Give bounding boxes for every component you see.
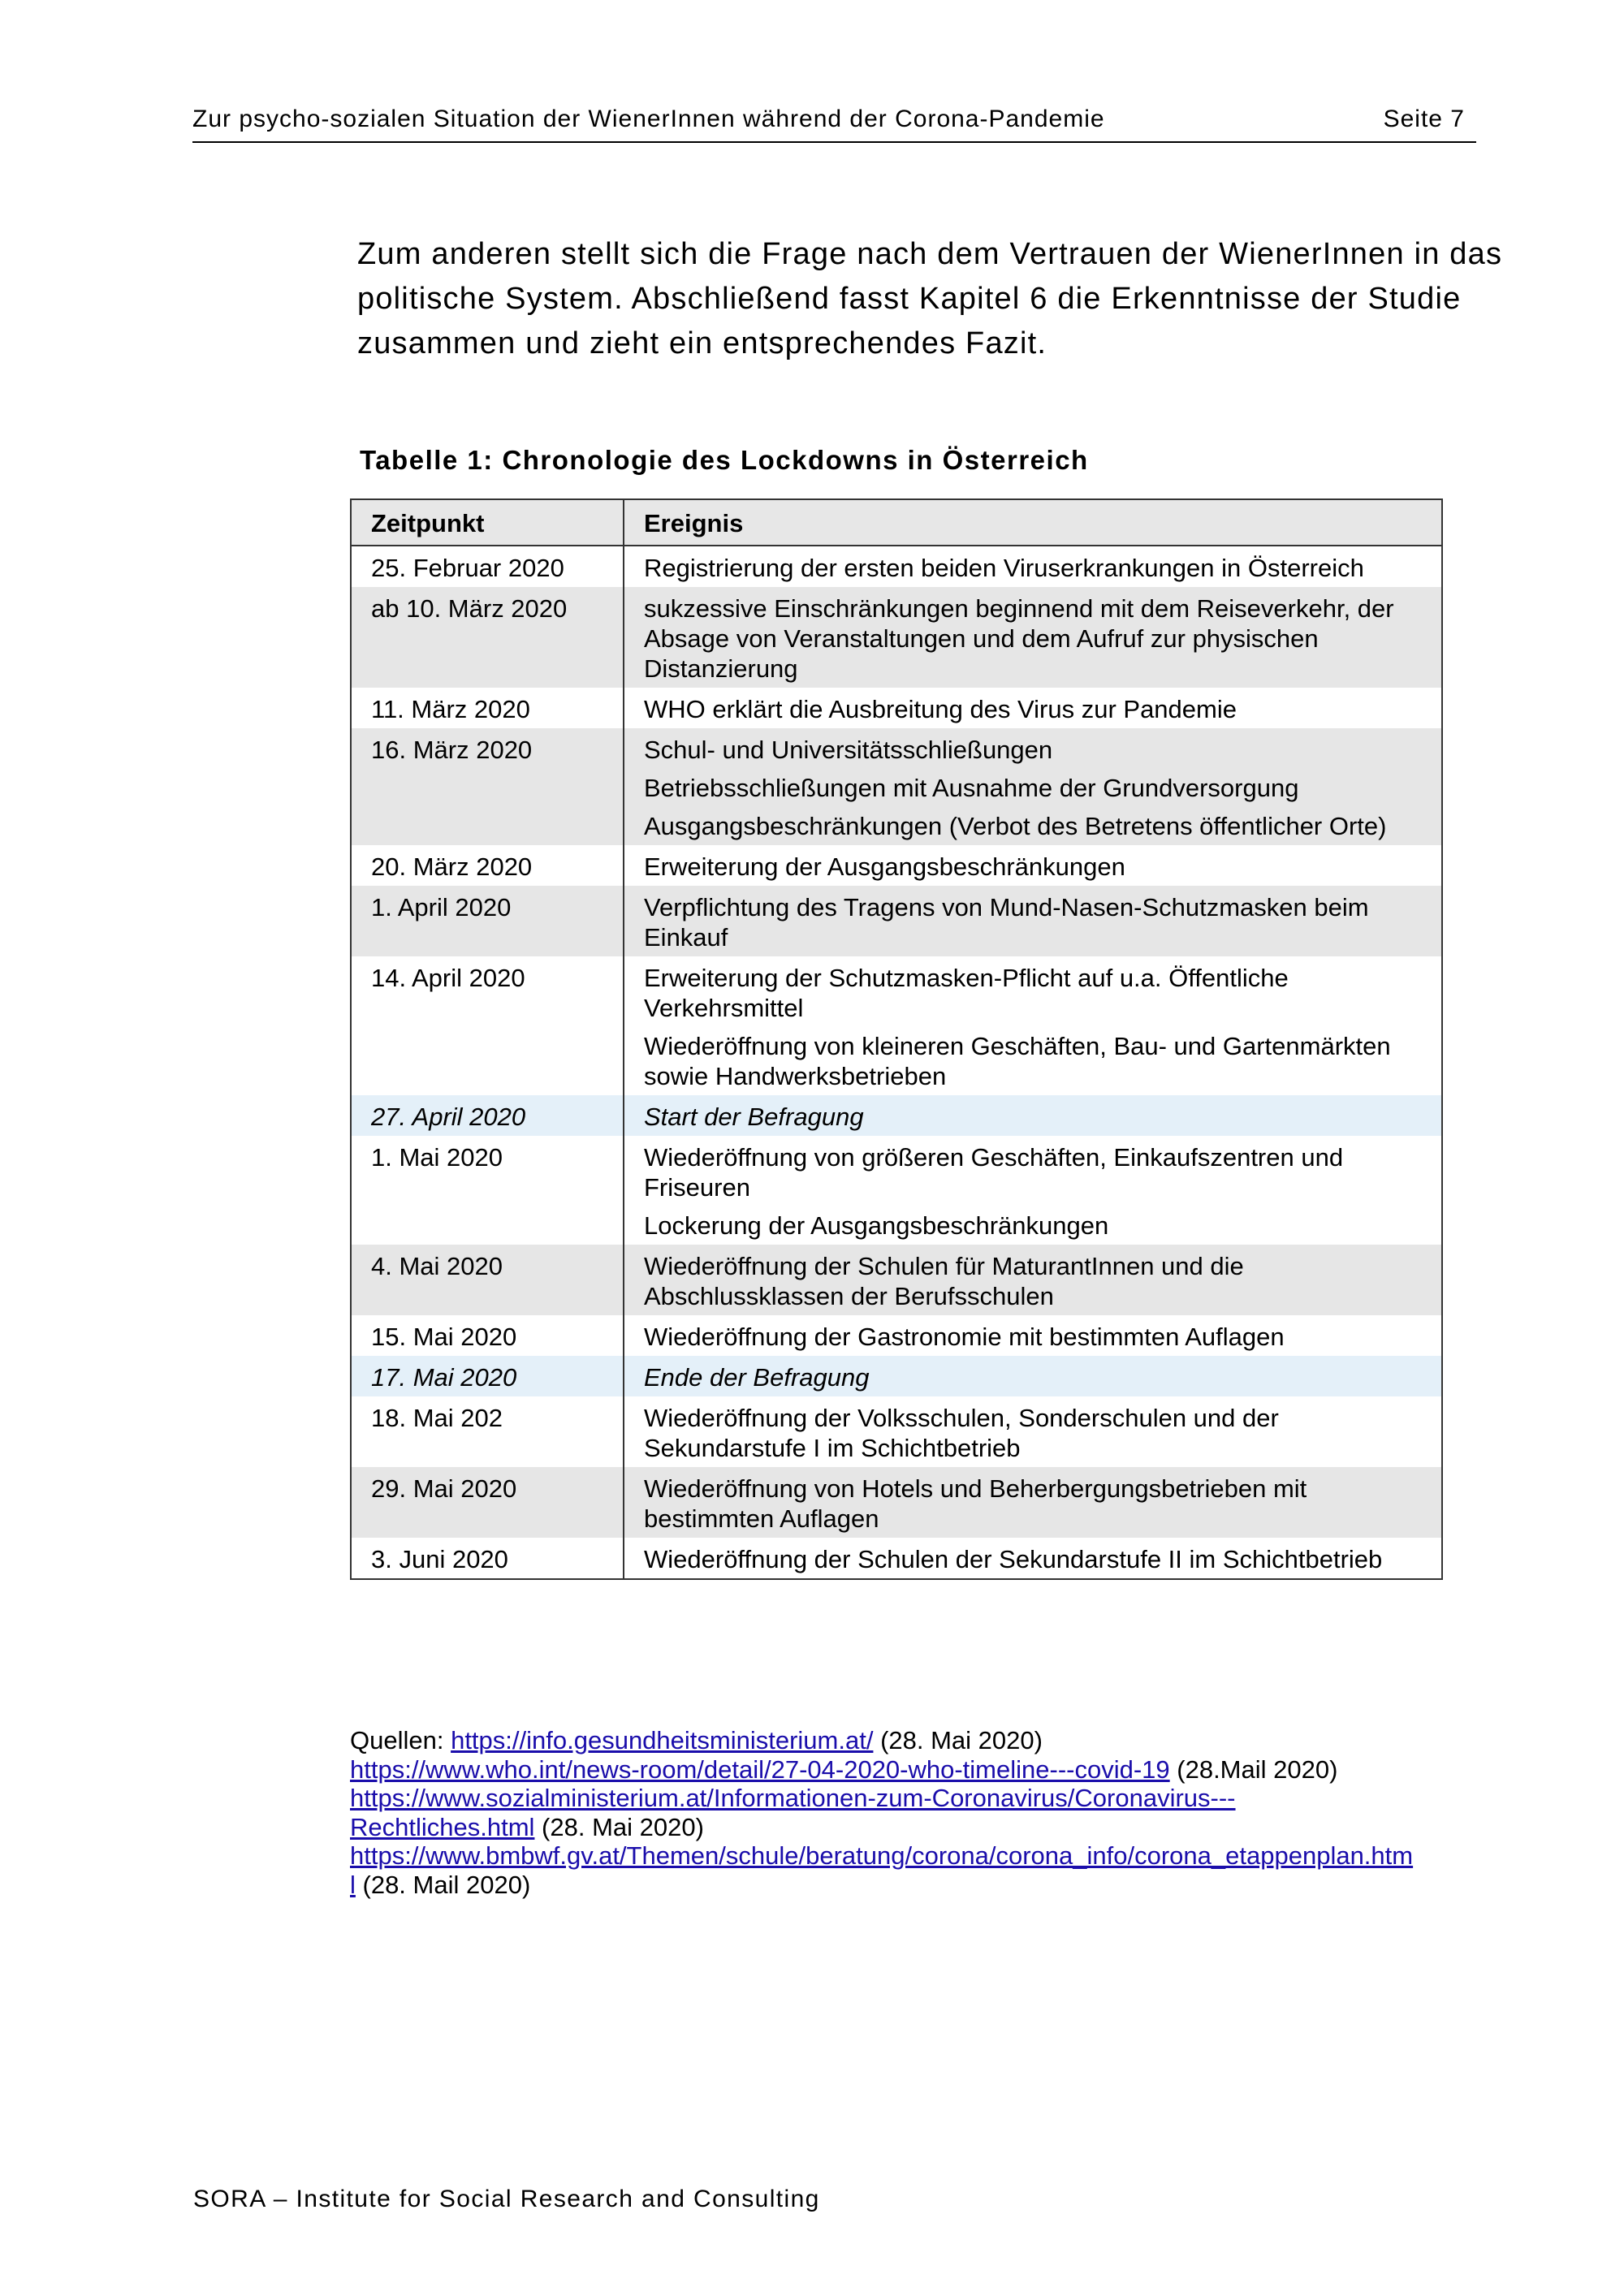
- row-events: [624, 1136, 1442, 1245]
- table-row: [351, 1396, 1442, 1467]
- source-link-sozialministerium-cont[interactable]: Rechtliches.html: [350, 1812, 535, 1841]
- row-events: [624, 1095, 1442, 1136]
- table-row: [351, 587, 1442, 688]
- row-events: [624, 1538, 1442, 1579]
- sources-list: [350, 1726, 1487, 1899]
- event-text: Lockerung der Ausgangsbeschränkungen: [644, 1211, 1109, 1240]
- row-date: 1. Mai 2020: [351, 1136, 624, 1245]
- row-date: 14. April 2020: [351, 956, 624, 1095]
- page-number: Seite 7: [1383, 106, 1465, 132]
- row-date: 20. März 2020: [351, 845, 624, 886]
- table-row: [351, 956, 1442, 1095]
- column-header-event: Ereignis: [624, 499, 1442, 546]
- row-events: [624, 1356, 1442, 1396]
- row-date: 18. Mai 202: [351, 1396, 624, 1467]
- event-text: Erweiterung der Ausgangsbeschränkungen: [644, 852, 1125, 881]
- row-events: [624, 1245, 1442, 1315]
- event-text: Schul- und Universitätsschließungen: [644, 736, 1053, 764]
- intro-line: politische System. Abschließend fasst Kapitel 6 die Erkenntnisse der Studie: [357, 282, 1462, 316]
- row-events: [624, 956, 1442, 1095]
- row-date: 3. Juni 2020: [351, 1538, 624, 1579]
- column-header-date: Zeitpunkt: [351, 499, 624, 546]
- row-date: 25. Februar 2020: [351, 546, 624, 587]
- event-text: Wiederöffnung von größeren Geschäften, Einkaufszentren und Friseuren: [644, 1143, 1344, 1202]
- table-row-survey-start: [351, 1095, 1442, 1136]
- row-date: 1. April 2020: [351, 886, 624, 956]
- event-text: Wiederöffnung der Volksschulen, Sonderschulen und der Sekundarstufe I im Schichtbetrieb: [644, 1404, 1279, 1462]
- source-date: (28. Mai 2020): [873, 1726, 1043, 1754]
- table-row: [351, 546, 1442, 587]
- row-events: [624, 587, 1442, 688]
- row-events: [624, 546, 1442, 587]
- row-date: 4. Mai 2020: [351, 1245, 624, 1315]
- event-text: Erweiterung der Schutzmasken-Pflicht auf u.a. Öffentliche Verkehrsmittel: [644, 964, 1289, 1022]
- row-events: [624, 845, 1442, 886]
- event-text: Wiederöffnung von Hotels und Beherbergungsbetrieben mit bestimmten Auflagen: [644, 1474, 1307, 1533]
- source-link-bmbwf[interactable]: https://www.bmbwf.gv.at/Themen/schule/beratung/corona/corona_info/corona_etappenplan.htm: [350, 1841, 1414, 1870]
- sources-label: Quellen:: [350, 1726, 451, 1754]
- table-row: [351, 728, 1442, 845]
- source-link-gesundheitsministerium[interactable]: https://info.gesundheitsministerium.at/: [451, 1726, 874, 1754]
- event-text: Registrierung der ersten beiden Viruserkrankungen in Österreich: [644, 554, 1364, 582]
- event-text: Wiederöffnung der Gastronomie mit bestimmten Auflagen: [644, 1323, 1285, 1351]
- table-row: [351, 1467, 1442, 1538]
- event-text: sukzessive Einschränkungen beginnend mit dem Reiseverkehr, der Absage von Veranstaltungen und dem Aufruf zur physischen Distanzierung: [644, 594, 1394, 683]
- source-date: (28. Mai 2020): [534, 1812, 704, 1841]
- table-header-row: [351, 499, 1442, 546]
- row-date: 16. März 2020: [351, 728, 624, 845]
- event-text: Betriebsschließungen mit Ausnahme der Grundversorgung: [644, 774, 1299, 802]
- row-date: 29. Mai 2020: [351, 1467, 624, 1538]
- event-text: Wiederöffnung der Schulen der Sekundarstufe II im Schichtbetrieb: [644, 1545, 1383, 1573]
- table-caption: Tabelle 1: Chronologie des Lockdowns in Österreich: [360, 445, 1089, 475]
- row-date: 11. März 2020: [351, 688, 624, 728]
- source-date: (28.Mail 2020): [1169, 1754, 1338, 1784]
- table-row: [351, 688, 1442, 728]
- row-date: ab 10. März 2020: [351, 587, 624, 688]
- source-line: [350, 1726, 1487, 1755]
- source-line: [350, 1841, 1487, 1871]
- event-text: Verpflichtung des Tragens von Mund-Nasen-Schutzmasken beim Einkauf: [644, 893, 1369, 952]
- row-date: 27. April 2020: [351, 1095, 624, 1136]
- intro-line: zusammen und zieht ein entsprechendes Fazit.: [357, 326, 1047, 360]
- row-events: [624, 1315, 1442, 1356]
- source-line: [350, 1871, 1487, 1900]
- table-row: [351, 1245, 1442, 1315]
- event-text: WHO erklärt die Ausbreitung des Virus zur Pandemie: [644, 695, 1237, 723]
- source-line: [350, 1755, 1487, 1785]
- intro-paragraph: [357, 232, 1503, 366]
- running-title: Zur psycho-sozialen Situation der WienerInnen während der Corona-Pandemie: [192, 106, 1105, 132]
- table-row: [351, 845, 1442, 886]
- row-events: [624, 1467, 1442, 1538]
- table-row-survey-end: [351, 1356, 1442, 1396]
- source-line: [350, 1813, 1487, 1842]
- row-events: [624, 688, 1442, 728]
- table-row: [351, 1136, 1442, 1245]
- event-text: Ausgangsbeschränkungen (Verbot des Betretens öffentlicher Orte): [644, 812, 1387, 840]
- event-text: Wiederöffnung von kleineren Geschäften, Bau- und Gartenmärkten sowie Handwerksbetrieben: [644, 1032, 1391, 1090]
- source-date: (28. Mail 2020): [355, 1870, 531, 1899]
- row-events: [624, 728, 1442, 845]
- source-link-who[interactable]: https://www.who.int/news-room/detail/27-04-2020-who-timeline---covid-19: [350, 1754, 1170, 1784]
- source-link-bmbwf-cont[interactable]: l: [350, 1870, 356, 1899]
- row-date: 17. Mai 2020: [351, 1356, 624, 1396]
- table-row: [351, 1315, 1442, 1356]
- event-text: Start der Befragung: [644, 1103, 864, 1131]
- row-events: [624, 1396, 1442, 1467]
- page-header: [192, 102, 1476, 143]
- table-row: [351, 886, 1442, 956]
- table-row: [351, 1538, 1442, 1579]
- row-date: 15. Mai 2020: [351, 1315, 624, 1356]
- event-text: Ende der Befragung: [644, 1363, 870, 1392]
- page-footer: SORA – Institute for Social Research and Consulting: [193, 2186, 820, 2212]
- source-link-sozialministerium[interactable]: https://www.sozialministerium.at/Informationen-zum-Coronavirus/Coronavirus---: [350, 1784, 1236, 1812]
- row-events: [624, 886, 1442, 956]
- intro-line: Zum anderen stellt sich die Frage nach dem Vertrauen der WienerInnen in das: [357, 237, 1503, 271]
- event-text: Wiederöffnung der Schulen für MaturantInnen und die Abschlussklassen der Berufsschulen: [644, 1252, 1244, 1310]
- source-line: [350, 1784, 1487, 1813]
- chronology-table: [350, 498, 1443, 1580]
